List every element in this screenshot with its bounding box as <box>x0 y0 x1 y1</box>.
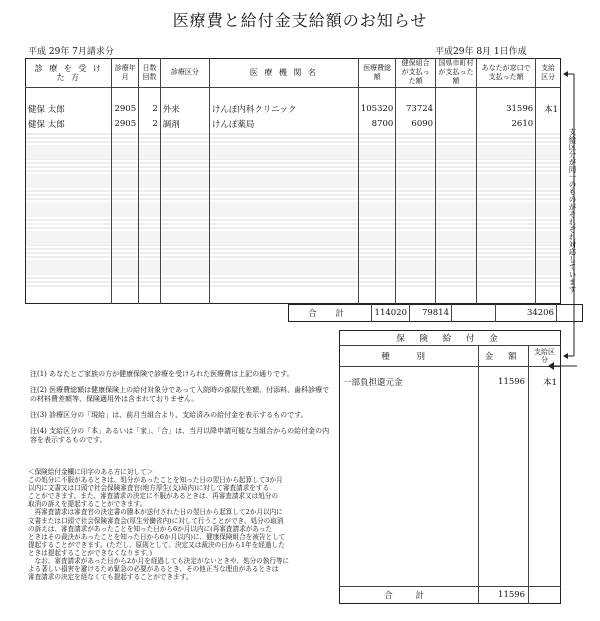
row-ym: 2905 <box>112 116 139 130</box>
benefit-total: 11596 <box>479 586 529 603</box>
header-payment-cat: 支給区分 <box>536 59 561 88</box>
info-line: ときはその裁決があったことを知った日から6か月以内)に、健康保険組合を被告として <box>28 532 286 541</box>
side-note: 支給区分が同一のものがそれぞれ対応しています <box>568 128 577 293</box>
page-title: 医療費と給付金支給額のお知らせ <box>172 11 428 30</box>
row-name: 健保 太郎 <box>28 105 65 116</box>
row-payment-cat <box>536 116 561 130</box>
totals-insurance-paid: 79814 <box>410 305 452 322</box>
header-name: 診 療 を 受 け た 方 <box>26 59 112 88</box>
totals-row <box>288 304 583 322</box>
info-line: 再審査請求は審査官の決定書の謄本が送付された日の翌日から起算して2か月以内に <box>28 508 283 517</box>
benefit-header: 保 険 給 付 金 <box>340 331 561 346</box>
info-line: この処分に不服があるときは、処分があったことを知った日の翌日から起算して3か月 <box>28 476 283 485</box>
note-4: 注(4) 支給区分の「本」あるいは「家」、「合」は、当月以降申請可能な当組合からの給付金の内容を表示するものです。 <box>30 427 330 444</box>
row-name: 健保 太郎 <box>28 119 65 130</box>
benefit-cat-label: 支給区分 <box>529 346 561 367</box>
info-line: よる著しい損害を避けるため緊急の必要があるとき、その他正当な理由があるときは <box>28 565 279 574</box>
row-institution: けんぽ内科クリニック <box>209 102 358 116</box>
benefit-amount-label: 金 額 <box>479 346 529 367</box>
info-line: 以内に文書又は口頭で社会保険審査官(地方厚生(支)局内)に対して審査請求をする <box>28 484 270 493</box>
note-2: 注(2) 医療費総額は健康保険上の給付対象分であって入院時の部屋代差額、付添料、歯科診療での材料費差額等、保険適用外は含まれておりません。 <box>30 386 330 403</box>
notes-section <box>30 370 330 452</box>
info-line: ときは提起することができなくなります。) <box>28 548 153 557</box>
note-1: 注(1) あなたとご家族の方が健康保険で診療を受けられた医療費は上記の通りです。 <box>30 370 294 378</box>
benefit-arrow <box>548 360 578 372</box>
totals-self-paid: 34206 <box>496 305 557 322</box>
row-category: 外来 <box>160 102 209 116</box>
benefit-kind: 一部負担還元金 <box>343 378 403 389</box>
info-line: ＜保険給付金欄に印字のある方に対して＞ <box>28 468 154 476</box>
info-line: なお、審査請求があった日から2か月を経過しても決定がないときや、処分の執行等に <box>28 557 290 566</box>
row-self-paid: 2610 <box>477 116 536 130</box>
benefit-total-label: 合 計 <box>340 586 479 603</box>
row-national-paid <box>436 102 477 116</box>
note-3: 注(3) 診療区分の「現給」は、前月当組合より、支給済みの給付金を表示するものです。 <box>30 411 308 419</box>
header-self-paid: あなたが窓口で支払った額 <box>477 59 536 88</box>
row-total-cost: 8700 <box>358 116 395 130</box>
table-row <box>26 102 561 116</box>
row-national-paid <box>436 116 477 130</box>
info-line: 文書または口頭で社会保険審査会(厚生労働省内)に対して行うことができ、処分の取消 <box>28 516 284 525</box>
header-ym: 診療年月 <box>112 59 139 88</box>
header-total-cost: 医療費総額 <box>358 59 395 88</box>
benefit-kind-label: 種 別 <box>340 346 479 367</box>
row-insurance-paid: 6090 <box>396 116 436 130</box>
created-date: 平成29年 8月 1日作成 <box>435 47 527 57</box>
info-line: 審査請求の決定を経なくても提起することができます。 <box>28 573 193 582</box>
benefit-amount: 11596 <box>479 375 529 389</box>
row-insurance-paid: 73724 <box>396 102 436 116</box>
info-line: の訴えは、審査請求があったことを知った日から6か月以内に(再審査請求があった <box>28 524 273 533</box>
header-category: 診療区分 <box>160 59 209 88</box>
row-days: 2 <box>139 102 161 116</box>
billing-period: 平成 29年 7月請求分 <box>28 47 114 57</box>
header-days: 日数回数 <box>139 59 161 88</box>
medical-cost-table <box>25 58 561 304</box>
benefit-cat: 本1 <box>529 375 561 389</box>
header-national-paid: 国県市町村が支払った額 <box>436 59 477 88</box>
totals-label: 合 計 <box>308 309 352 319</box>
row-total-cost: 105320 <box>358 102 395 116</box>
totals-total-cost: 114020 <box>372 305 410 322</box>
appeal-info <box>28 468 336 581</box>
row-institution: けんぽ薬局 <box>209 116 358 130</box>
table-header <box>26 59 561 88</box>
info-line: ことができます。また、審査請求の決定に不服があるときは、再審査請求又は処分の <box>28 492 279 501</box>
benefit-table <box>339 330 561 604</box>
row-self-paid: 31596 <box>477 102 536 116</box>
benefit-total-row <box>340 586 561 603</box>
row-payment-cat: 本1 <box>536 102 561 116</box>
table-row <box>26 116 561 130</box>
info-line: 提起することができます。(ただし、原則として、決定又は裁決の日から1年を経過した <box>28 540 285 549</box>
header-insurance-paid: 健保組合が支払った額 <box>396 59 436 88</box>
row-days: 2 <box>139 116 161 130</box>
row-category: 調剤 <box>160 116 209 130</box>
info-line: 取消の訴えを提起することができます。 <box>28 500 147 509</box>
header-institution: 医 療 機 関 名 <box>209 59 358 88</box>
row-ym: 2905 <box>112 102 139 116</box>
benefit-row <box>340 375 561 389</box>
